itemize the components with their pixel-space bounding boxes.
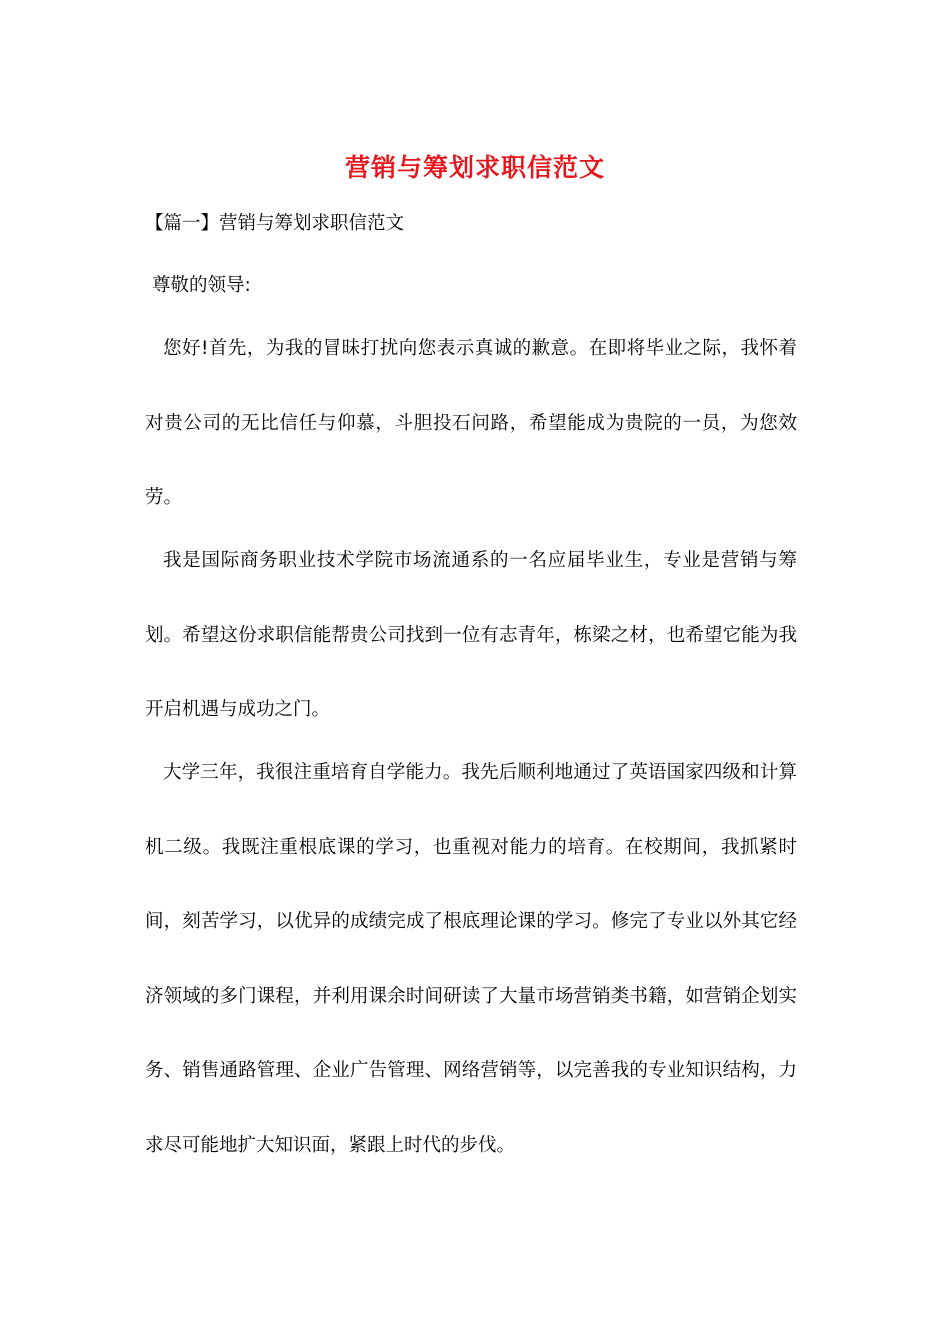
section-heading: 【篇一】营销与筹划求职信范文	[145, 213, 405, 234]
paragraph-introduction: 您好!首先，为我的冒昧打扰向您表示真诚的歉意。在即将毕业之际，我怀着对贵公司的无比信任与仰慕，斗胆投石问路，希望能成为贵院的一员，为您效劳。	[145, 338, 797, 508]
paragraph-background: 我是国际商务职业技术学院市场流通系的一名应届毕业生，专业是营销与筹划。希望这份求职信能帮贵公司找到一位有志青年，栋梁之材，也希望它能为我开启机遇与成功之门。	[145, 550, 797, 720]
greeting-line: 尊敬的领导:	[152, 275, 251, 296]
document-title: 营销与筹划求职信范文	[344, 153, 605, 182]
paragraph-education: 大学三年，我很注重培育自学能力。我先后顺利地通过了英语国家四级和计算机二级。我既注重根底课的学习，也重视对能力的培育。在校期间，我抓紧时间，刻苦学习，以优异的成绩完成了根底理论课的学习。修完了专业以外其它经济领域的多门课程，并利用课余时间研读了大量市场营销类书籍，如营销企划实务、销售通路管理、企业广告管理、网络营销等，以完善我的专业知识结构，力求尽可能地扩大知识面，紧跟上时代的步伐。	[145, 762, 797, 1156]
